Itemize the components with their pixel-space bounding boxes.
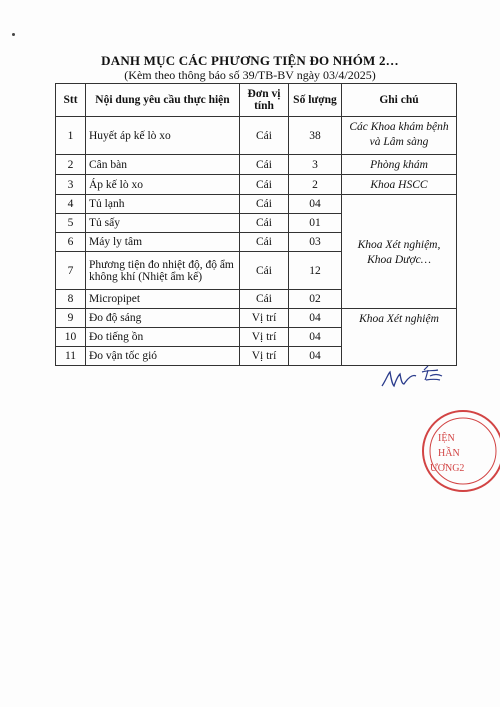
cell-qty: 02 xyxy=(289,290,342,309)
cell-stt: 3 xyxy=(56,175,86,195)
cell-qty: 04 xyxy=(289,195,342,214)
cell-stt: 1 xyxy=(56,117,86,155)
cell-stt: 7 xyxy=(56,252,86,290)
cell-content: Tủ lạnh xyxy=(86,195,240,214)
header-note: Ghi chú xyxy=(342,84,457,117)
cell-unit: Cái xyxy=(240,233,289,252)
cell-note: Phòng khám xyxy=(342,155,457,175)
cell-qty: 12 xyxy=(289,252,342,290)
signature-mark xyxy=(378,362,458,392)
cell-stt: 6 xyxy=(56,233,86,252)
cell-unit: Cái xyxy=(240,290,289,309)
cell-unit: Cái xyxy=(240,214,289,233)
official-stamp xyxy=(418,406,500,496)
cell-unit: Vị trí xyxy=(240,347,289,366)
cell-stt: 5 xyxy=(56,214,86,233)
cell-qty: 03 xyxy=(289,233,342,252)
cell-content: Micropipet xyxy=(86,290,240,309)
cell-content: Phương tiện đo nhiệt độ, độ ẩm không khí (Nhiệt ẩm kế) xyxy=(86,252,240,290)
cell-stt: 2 xyxy=(56,155,86,175)
cell-stt: 11 xyxy=(56,347,86,366)
cell-content: Đo vận tốc gió xyxy=(86,347,240,366)
stamp-text-line1: IỆN xyxy=(438,433,455,444)
cell-unit: Cái xyxy=(240,175,289,195)
table-row xyxy=(56,175,457,195)
cell-content: Tủ sấy xyxy=(86,214,240,233)
cell-note: Các Khoa khám bệnh và Lâm sàng xyxy=(342,117,457,155)
cell-stt: 10 xyxy=(56,328,86,347)
cell-note: Khoa Xét nghiệm, Khoa Dược… xyxy=(342,195,457,309)
cell-unit: Cái xyxy=(240,117,289,155)
scan-speck xyxy=(12,33,15,36)
header-content: Nội dung yêu cầu thực hiện xyxy=(86,84,240,117)
cell-content: Áp kế lò xo xyxy=(86,175,240,195)
cell-content: Huyết áp kế lò xo xyxy=(86,117,240,155)
table-row xyxy=(56,195,457,214)
cell-unit: Vị trí xyxy=(240,328,289,347)
cell-qty: 2 xyxy=(289,175,342,195)
equipment-table xyxy=(55,83,457,366)
stamp-text-line3: ƯƠNG2 xyxy=(430,463,465,474)
table-row xyxy=(56,117,457,155)
cell-qty: 04 xyxy=(289,328,342,347)
cell-qty: 38 xyxy=(289,117,342,155)
cell-content: Cân bàn xyxy=(86,155,240,175)
cell-stt: 8 xyxy=(56,290,86,309)
cell-content: Đo độ sáng xyxy=(86,309,240,328)
table-row xyxy=(56,155,457,175)
header-qty: Số lượng xyxy=(289,84,342,117)
cell-note: Khoa Xét nghiệm xyxy=(342,309,457,366)
stamp-text-line2: HẦN xyxy=(438,448,460,459)
table-header-row xyxy=(56,84,457,117)
cell-stt: 4 xyxy=(56,195,86,214)
cell-unit: Cái xyxy=(240,252,289,290)
table-row xyxy=(56,309,457,328)
cell-qty: 04 xyxy=(289,347,342,366)
cell-qty: 3 xyxy=(289,155,342,175)
cell-unit: Cái xyxy=(240,155,289,175)
cell-content: Đo tiếng ồn xyxy=(86,328,240,347)
document-title: DANH MỤC CÁC PHƯƠNG TIỆN ĐO NHÓM 2… xyxy=(101,53,399,68)
cell-qty: 01 xyxy=(289,214,342,233)
header-stt: Stt xyxy=(56,84,86,117)
cell-unit: Cái xyxy=(240,195,289,214)
cell-content: Máy ly tâm xyxy=(86,233,240,252)
cell-note: Khoa HSCC xyxy=(342,175,457,195)
cell-stt: 9 xyxy=(56,309,86,328)
cell-qty: 04 xyxy=(289,309,342,328)
document-subtitle: (Kèm theo thông báo số 39/TB-BV ngày 03/4/2025) xyxy=(124,68,376,82)
header-unit: Đơn vị tính xyxy=(240,84,289,117)
cell-unit: Vị trí xyxy=(240,309,289,328)
